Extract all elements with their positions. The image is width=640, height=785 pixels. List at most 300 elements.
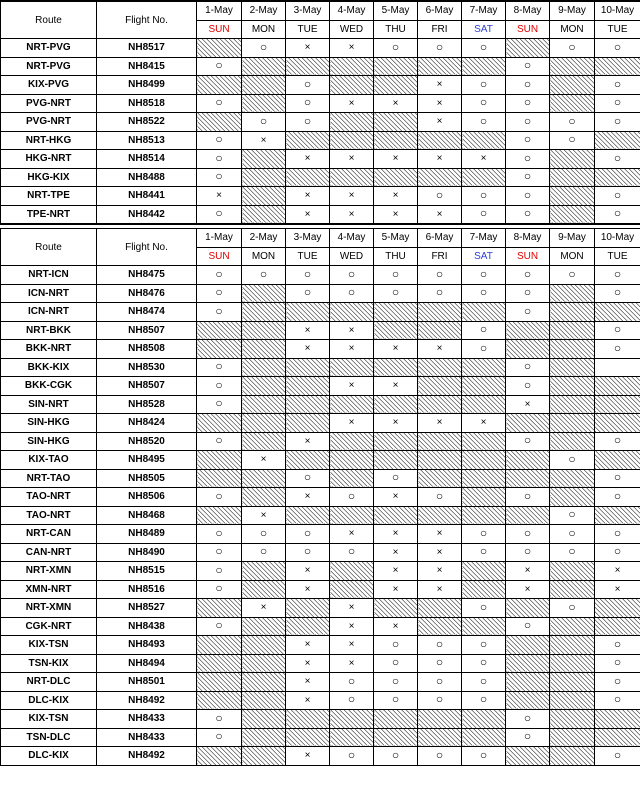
operating-cell: [595, 187, 640, 206]
circle-icon: ○: [613, 285, 622, 300]
operating-cell: [418, 266, 462, 285]
circle-icon: ○: [215, 150, 223, 165]
cross-icon: ×: [304, 583, 311, 595]
cross-icon: ×: [304, 435, 311, 447]
operating-cell: [462, 747, 506, 766]
weekday-header: [197, 20, 242, 39]
circle-icon: ○: [613, 655, 622, 670]
weekday-label: MON: [560, 23, 584, 35]
no-service-cell: [418, 506, 462, 525]
weekday-label: SAT: [474, 250, 493, 262]
operating-cell: [506, 377, 550, 396]
route-cell: CGK-NRT: [1, 617, 97, 636]
circle-icon: ○: [347, 266, 356, 281]
no-service-cell: [595, 414, 640, 433]
no-service-cell: [462, 728, 506, 747]
cancelled-cell: [595, 562, 640, 581]
route-cell: NRT-XMN: [1, 599, 97, 618]
table-row: [1, 506, 640, 525]
cancelled-cell: [286, 747, 330, 766]
weekday-header: [242, 247, 286, 266]
circle-icon: ○: [568, 544, 576, 559]
cross-icon: ×: [304, 676, 311, 688]
no-service-cell: [550, 284, 595, 303]
no-service-cell: [374, 506, 418, 525]
route-cell: TSN-KIX: [1, 654, 97, 673]
operating-cell: [374, 39, 418, 58]
circle-icon: ○: [215, 544, 223, 559]
no-service-cell: [330, 131, 374, 150]
no-service-cell: [595, 303, 640, 322]
operating-cell: [374, 747, 418, 766]
route-cell: DLC-KIX: [1, 747, 97, 766]
flight-header: Flight No.: [97, 229, 197, 266]
cancelled-cell: [374, 525, 418, 544]
circle-icon: ○: [435, 266, 444, 281]
no-service-cell: [330, 451, 374, 470]
circle-icon: ○: [523, 76, 532, 91]
flight-cell: NH8489: [97, 525, 197, 544]
cancelled-cell: [330, 636, 374, 655]
circle-icon: ○: [479, 340, 488, 355]
operating-cell: [506, 284, 550, 303]
weekday-label: FRI: [431, 250, 448, 262]
no-service-cell: [595, 710, 640, 729]
cross-icon: ×: [436, 565, 443, 577]
table-row: [1, 284, 640, 303]
table-row: [1, 358, 640, 377]
no-service-cell: [418, 321, 462, 340]
route-cell: TAO-NRT: [1, 506, 97, 525]
operating-cell: [595, 654, 640, 673]
circle-icon: ○: [391, 747, 400, 762]
circle-icon: ○: [215, 58, 223, 73]
cross-icon: ×: [348, 602, 355, 614]
no-service-cell: [197, 321, 242, 340]
circle-icon: ○: [391, 692, 400, 707]
no-service-cell: [242, 562, 286, 581]
cancelled-cell: [418, 205, 462, 224]
no-service-cell: [595, 168, 640, 187]
no-service-cell: [506, 451, 550, 470]
circle-icon: ○: [523, 206, 532, 221]
circle-icon: ○: [347, 488, 356, 503]
no-service-cell: [462, 451, 506, 470]
date-header: 6-May: [418, 229, 462, 248]
cross-icon: ×: [304, 208, 311, 220]
weekday-label: FRI: [431, 23, 448, 35]
cross-icon: ×: [392, 208, 399, 220]
no-service-cell: [330, 76, 374, 95]
circle-icon: ○: [613, 266, 622, 281]
flight-cell: NH8506: [97, 488, 197, 507]
cross-icon: ×: [614, 583, 621, 595]
circle-icon: ○: [613, 747, 622, 762]
table-row: [1, 451, 640, 470]
operating-cell: [330, 284, 374, 303]
circle-icon: ○: [303, 113, 312, 128]
operating-cell: [550, 266, 595, 285]
no-service-cell: [506, 506, 550, 525]
no-service-cell: [418, 377, 462, 396]
no-service-cell: [330, 562, 374, 581]
cross-icon: ×: [348, 380, 355, 392]
flight-cell: NH8476: [97, 284, 197, 303]
cross-icon: ×: [392, 546, 399, 558]
table-row: [1, 580, 640, 599]
flight-cell: NH8513: [97, 131, 197, 150]
circle-icon: ○: [568, 266, 576, 281]
table-row: [1, 599, 640, 618]
circle-icon: ○: [479, 95, 488, 110]
cancelled-cell: [286, 205, 330, 224]
table-row: [1, 205, 640, 224]
weekday-header: [462, 20, 506, 39]
operating-cell: [595, 94, 640, 113]
circle-icon: ○: [347, 544, 356, 559]
route-cell: NRT-HKG: [1, 131, 97, 150]
no-service-cell: [506, 414, 550, 433]
operating-cell: [418, 636, 462, 655]
circle-icon: ○: [523, 150, 532, 165]
cross-icon: ×: [216, 190, 222, 202]
route-cell: ICN-NRT: [1, 303, 97, 322]
cross-icon: ×: [348, 324, 355, 336]
route-cell: NRT-XMN: [1, 562, 97, 581]
operating-cell: [595, 321, 640, 340]
weekday-header: [286, 20, 330, 39]
circle-icon: ○: [347, 692, 356, 707]
no-service-cell: [506, 469, 550, 488]
no-service-cell: [286, 377, 330, 396]
header-row: [1, 1, 640, 20]
no-service-cell: [242, 488, 286, 507]
circle-icon: ○: [215, 488, 223, 503]
flight-cell: NH8505: [97, 469, 197, 488]
operating-cell: [595, 266, 640, 285]
operating-cell: [595, 488, 640, 507]
operating-cell: [462, 691, 506, 710]
no-service-cell: [197, 340, 242, 359]
no-service-cell: [197, 654, 242, 673]
operating-cell: [286, 113, 330, 132]
circle-icon: ○: [303, 525, 312, 540]
no-service-cell: [242, 728, 286, 747]
cross-icon: ×: [304, 750, 311, 762]
route-cell: SIN-NRT: [1, 395, 97, 414]
operating-cell: [197, 488, 242, 507]
operating-cell: [506, 710, 550, 729]
circle-icon: ○: [435, 488, 444, 503]
cancelled-cell: [330, 525, 374, 544]
operating-cell: [595, 673, 640, 692]
weekday-label: TUE: [297, 250, 318, 262]
no-service-cell: [418, 168, 462, 187]
no-service-cell: [550, 395, 595, 414]
no-service-cell: [506, 39, 550, 58]
operating-cell: [462, 284, 506, 303]
cancelled-cell: [374, 377, 418, 396]
no-service-cell: [462, 469, 506, 488]
empty-cell: [595, 358, 640, 377]
cross-icon: ×: [304, 343, 311, 355]
operating-cell: [550, 543, 595, 562]
circle-icon: ○: [391, 636, 400, 651]
no-service-cell: [550, 691, 595, 710]
flight-cell: NH8424: [97, 414, 197, 433]
no-service-cell: [462, 580, 506, 599]
weekday-header: [286, 247, 330, 266]
no-service-cell: [242, 747, 286, 766]
circle-icon: ○: [215, 95, 223, 110]
circle-icon: ○: [523, 58, 532, 73]
circle-icon: ○: [391, 470, 400, 485]
circle-icon: ○: [303, 76, 312, 91]
operating-cell: [462, 321, 506, 340]
date-header: 5-May: [374, 1, 418, 20]
table-row: [1, 340, 640, 359]
operating-cell: [595, 284, 640, 303]
cross-icon: ×: [260, 134, 267, 146]
no-service-cell: [418, 469, 462, 488]
circle-icon: ○: [523, 95, 532, 110]
circle-icon: ○: [613, 95, 622, 110]
flight-cell: NH8515: [97, 562, 197, 581]
circle-icon: ○: [613, 150, 622, 165]
no-service-cell: [595, 506, 640, 525]
cancelled-cell: [374, 205, 418, 224]
operating-cell: [197, 168, 242, 187]
weekday-header: [374, 20, 418, 39]
route-cell: BKK-NRT: [1, 340, 97, 359]
operating-cell: [197, 617, 242, 636]
cancelled-cell: [330, 187, 374, 206]
date-header: 10-May: [595, 229, 640, 248]
no-service-cell: [330, 113, 374, 132]
circle-icon: ○: [613, 206, 622, 221]
no-service-cell: [374, 303, 418, 322]
no-service-cell: [286, 131, 330, 150]
operating-cell: [197, 543, 242, 562]
circle-icon: ○: [435, 636, 444, 651]
operating-cell: [197, 57, 242, 76]
cancelled-cell: [506, 580, 550, 599]
cancelled-cell: [242, 599, 286, 618]
operating-cell: [242, 266, 286, 285]
date-header: 10-May: [595, 1, 640, 20]
circle-icon: ○: [523, 187, 532, 202]
cancelled-cell: [418, 414, 462, 433]
operating-cell: [506, 131, 550, 150]
no-service-cell: [242, 340, 286, 359]
circle-icon: ○: [523, 618, 532, 633]
flight-cell: NH8507: [97, 321, 197, 340]
no-service-cell: [197, 636, 242, 655]
table-row: [1, 710, 640, 729]
circle-icon: ○: [259, 525, 268, 540]
no-service-cell: [550, 617, 595, 636]
operating-cell: [197, 377, 242, 396]
weekday-label: SUN: [516, 23, 539, 35]
no-service-cell: [550, 562, 595, 581]
cross-icon: ×: [436, 417, 443, 429]
cross-icon: ×: [392, 491, 399, 503]
no-service-cell: [418, 617, 462, 636]
operating-cell: [462, 673, 506, 692]
circle-icon: ○: [613, 113, 622, 128]
cancelled-cell: [595, 580, 640, 599]
cancelled-cell: [374, 150, 418, 169]
no-service-cell: [550, 432, 595, 451]
no-service-cell: [418, 728, 462, 747]
weekday-label: TUE: [297, 23, 318, 35]
weekday-label: MON: [560, 250, 584, 262]
operating-cell: [330, 543, 374, 562]
flight-cell: NH8475: [97, 266, 197, 285]
no-service-cell: [286, 728, 330, 747]
route-cell: ICN-NRT: [1, 284, 97, 303]
cross-icon: ×: [524, 565, 531, 577]
date-header: 2-May: [242, 229, 286, 248]
route-cell: PVG-NRT: [1, 94, 97, 113]
cancelled-cell: [330, 340, 374, 359]
operating-cell: [374, 636, 418, 655]
circle-icon: ○: [568, 113, 576, 128]
circle-icon: ○: [568, 451, 576, 466]
route-cell: BKK-KIX: [1, 358, 97, 377]
flight-cell: NH8468: [97, 506, 197, 525]
cross-icon: ×: [480, 417, 487, 429]
no-service-cell: [595, 57, 640, 76]
no-service-cell: [286, 57, 330, 76]
operating-cell: [418, 691, 462, 710]
header-row: [1, 229, 640, 248]
no-service-cell: [550, 636, 595, 655]
cancelled-cell: [330, 414, 374, 433]
table-row: [1, 76, 640, 95]
operating-cell: [242, 525, 286, 544]
cross-icon: ×: [304, 491, 311, 503]
weekday-label: MON: [251, 23, 276, 35]
cross-icon: ×: [304, 694, 311, 706]
circle-icon: ○: [259, 544, 268, 559]
table-row: [1, 113, 640, 132]
operating-cell: [550, 599, 595, 618]
cancelled-cell: [286, 654, 330, 673]
circle-icon: ○: [523, 729, 532, 744]
no-service-cell: [286, 599, 330, 618]
no-service-cell: [462, 303, 506, 322]
cancelled-cell: [286, 488, 330, 507]
circle-icon: ○: [568, 132, 576, 147]
operating-cell: [595, 543, 640, 562]
no-service-cell: [330, 432, 374, 451]
operating-cell: [197, 358, 242, 377]
operating-cell: [462, 340, 506, 359]
circle-icon: ○: [523, 169, 532, 184]
cross-icon: ×: [304, 565, 311, 577]
operating-cell: [595, 691, 640, 710]
operating-cell: [506, 525, 550, 544]
cross-icon: ×: [304, 42, 311, 54]
schedule-table: [0, 0, 640, 225]
no-service-cell: [550, 358, 595, 377]
route-cell: KIX-TAO: [1, 451, 97, 470]
no-service-cell: [550, 580, 595, 599]
circle-icon: ○: [479, 655, 488, 670]
flight-cell: NH8494: [97, 654, 197, 673]
operating-cell: [506, 150, 550, 169]
no-service-cell: [242, 654, 286, 673]
cancelled-cell: [374, 580, 418, 599]
date-header: 7-May: [462, 1, 506, 20]
no-service-cell: [374, 395, 418, 414]
no-service-cell: [462, 168, 506, 187]
no-service-cell: [197, 113, 242, 132]
table-row: [1, 432, 640, 451]
no-service-cell: [506, 691, 550, 710]
operating-cell: [506, 728, 550, 747]
flight-cell: NH8442: [97, 205, 197, 224]
cross-icon: ×: [348, 657, 355, 669]
table-row: [1, 395, 640, 414]
date-header: 7-May: [462, 229, 506, 248]
circle-icon: ○: [215, 169, 223, 184]
cancelled-cell: [374, 94, 418, 113]
no-service-cell: [197, 691, 242, 710]
cross-icon: ×: [392, 343, 399, 355]
circle-icon: ○: [435, 692, 444, 707]
operating-cell: [418, 654, 462, 673]
cancelled-cell: [330, 377, 374, 396]
cancelled-cell: [330, 205, 374, 224]
operating-cell: [462, 113, 506, 132]
weekday-label: SUN: [516, 250, 539, 262]
circle-icon: ○: [391, 266, 400, 281]
no-service-cell: [374, 432, 418, 451]
circle-icon: ○: [613, 470, 622, 485]
cross-icon: ×: [348, 153, 355, 165]
cross-icon: ×: [480, 153, 487, 165]
no-service-cell: [242, 414, 286, 433]
table-row: [1, 131, 640, 150]
operating-cell: [550, 113, 595, 132]
no-service-cell: [374, 599, 418, 618]
flight-cell: NH8517: [97, 39, 197, 58]
no-service-cell: [242, 377, 286, 396]
weekday-header: [462, 247, 506, 266]
weekday-header: [330, 247, 374, 266]
circle-icon: ○: [613, 76, 622, 91]
flight-cell: NH8499: [97, 76, 197, 95]
route-cell: KIX-TSN: [1, 710, 97, 729]
cancelled-cell: [462, 150, 506, 169]
operating-cell: [286, 525, 330, 544]
weekday-label: SUN: [208, 23, 230, 35]
cross-icon: ×: [436, 153, 443, 165]
cross-icon: ×: [392, 583, 399, 595]
no-service-cell: [550, 205, 595, 224]
flight-cell: NH8516: [97, 580, 197, 599]
table-row: [1, 57, 640, 76]
cross-icon: ×: [304, 190, 311, 202]
circle-icon: ○: [479, 187, 488, 202]
route-cell: NRT-PVG: [1, 39, 97, 58]
cross-icon: ×: [436, 528, 443, 540]
no-service-cell: [374, 710, 418, 729]
operating-cell: [374, 284, 418, 303]
operating-cell: [197, 525, 242, 544]
